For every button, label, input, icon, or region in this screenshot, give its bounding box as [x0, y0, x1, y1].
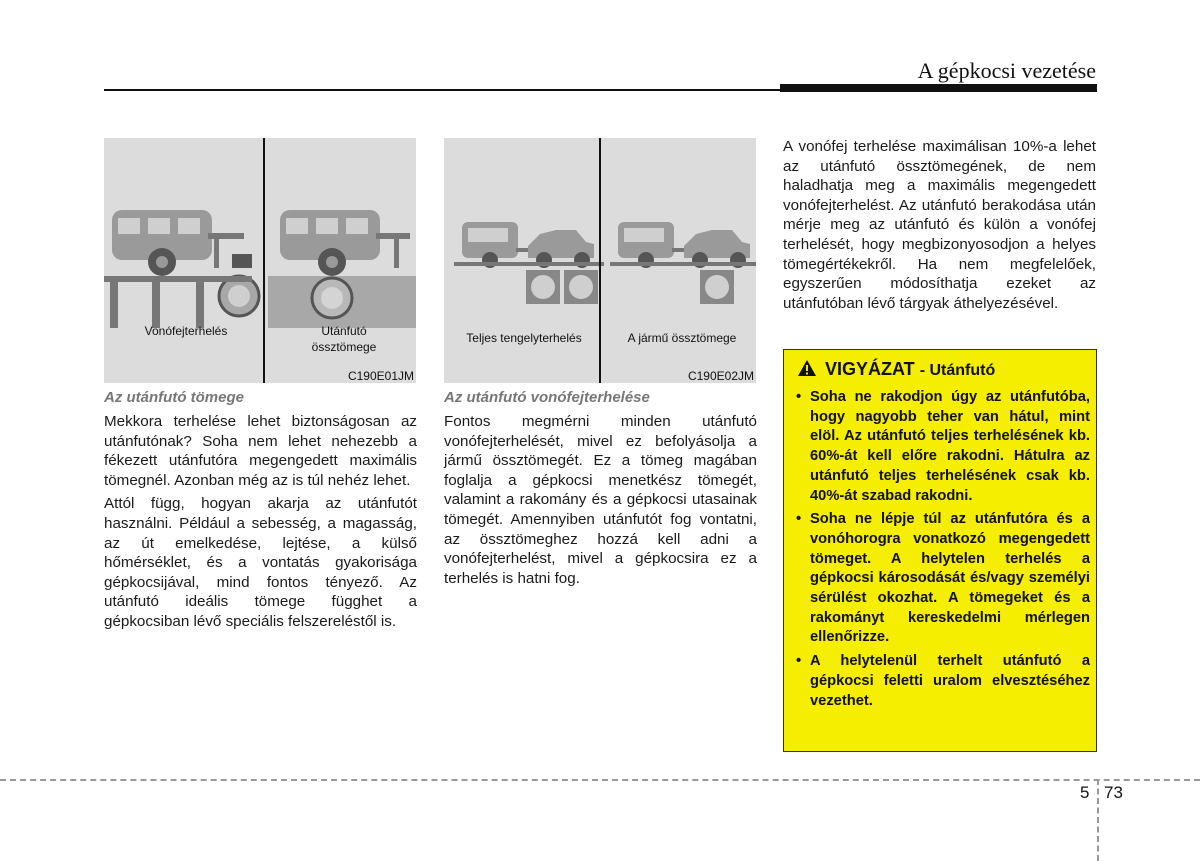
page-number: 73 — [1104, 783, 1123, 802]
bullet: • — [796, 511, 802, 528]
bullet: • — [796, 389, 802, 405]
trailer-weight-illustration — [104, 138, 416, 328]
warning-title — [797, 359, 995, 380]
warning-label: VIGYÁZAT — [825, 359, 915, 379]
section-caption: Az utánfutó tömege — [104, 389, 244, 406]
paragraph: A vonófej terhelése maximálisan 10%-a lehet az utánfutó össztömegének, de nem haladhatja meg a maximális megengedett vonófejterhelést. Az utánfutó berakodása után mérje meg az utánfutó és külön a vonófej terhelését, hogy megbizonyosodjon a helyes tömegértékekről. Ha nem megfelelőek, egyszerűen módosíthatja ezeket az utánfutóban lévő tárgyak áthelyezésével. — [783, 138, 1096, 312]
label-gross-axle-weight: Teljes tengelyterhelés — [466, 331, 582, 345]
column-1-text — [104, 412, 417, 636]
label-trailer-weight-line1: Utánfutó — [321, 324, 367, 338]
section-caption: Az utánfutó vonófejterhelése — [444, 389, 650, 406]
figure-trailer-weight — [104, 138, 416, 383]
warning-item — [792, 652, 1090, 711]
warning-item-text: Soha ne rakodjon úgy az utánfutóba, hogy nagyobb teher van hátul, mint elöl. Az utánfutó teljes terhelésének kb. 60%-át kell előre rakodni. Hátulra az utánfutó teljes terhelésének csak kb. 40%-át szabad rakodni. — [810, 389, 1090, 504]
warning-item-text: Soha ne lépje túl az utánfutóra és a vonóhorogra vonatkozó megengedett tömeget. A helytelen terhelés a gépkocsi károsodását és/vagy személyi sérülést okozhat. A tömegeket és a rakományt kereskedelmi mérlegen ellenőrizze. — [810, 511, 1090, 646]
header-rule — [104, 89, 784, 91]
warning-box — [783, 349, 1097, 752]
page-number-divider — [1097, 779, 1099, 861]
paragraph: Attól függ, hogyan akarja az utánfutót használni. Például a sebesség, a magasság, az út emelkedése, lejtése, a külső hőmérséklet, és a vontatás gyakorisága gépkocsijával, mind fontos tényező. Az utánfutó ideális tömege függhet a gépkocsiban lévő speciális felszereléstől is. — [104, 495, 417, 630]
label-trailer-weight-line2: össztömege — [311, 340, 377, 354]
footer-divider — [0, 779, 1200, 781]
paragraph: Fontos megmérni minden utánfutó vonófejterhelését, mivel ez befolyásolja a jármű össztömegét. Ez a tömeg magában foglalja a gépkocsi menetkész tömegét, valamint a rakomány és a gépkocsi utasainak tömegét. Amennyiben utánfutót fog vontatni, az össztömeghez hozzá kell adni a vonófejterhelést, mivel a gépkocsira ez a terhelés is hatni fog. — [444, 413, 757, 587]
warning-list — [792, 388, 1090, 715]
warning-item — [792, 510, 1090, 648]
label-gross-vehicle-weight: A jármű össztömege — [627, 331, 737, 345]
figure-code: C190E02JM — [687, 369, 754, 383]
figure-divider — [599, 138, 601, 383]
warning-triangle-icon — [797, 359, 817, 377]
figure-tongue-load — [444, 138, 756, 383]
warning-item — [792, 388, 1090, 506]
figure-code: C190E01JM — [347, 369, 414, 383]
figure-divider — [263, 138, 265, 383]
column-2-text — [444, 412, 757, 592]
column-3-text — [783, 137, 1096, 317]
page-header-title: A gépkocsi vezetése — [917, 58, 1096, 83]
bullet: • — [796, 653, 802, 670]
warning-item-text: A helytelenül terhelt utánfutó a gépkocsi feletti uralom elvesztéséhez vezethet. — [810, 653, 1090, 709]
paragraph: Mekkora terhelése lehet biztonságosan az utánfutónak? Soha nem lehet nehezebb a fékezett utánfutóra megengedett maximális tömegnél. Azonban még az is túl nehéz lehet. — [104, 413, 417, 489]
header-rule-thick — [780, 84, 1097, 92]
chapter-number: 5 — [1080, 783, 1090, 802]
warning-subtitle: - Utánfutó — [919, 362, 996, 379]
label-tongue-weight: Vonófejterhelés — [144, 324, 228, 338]
